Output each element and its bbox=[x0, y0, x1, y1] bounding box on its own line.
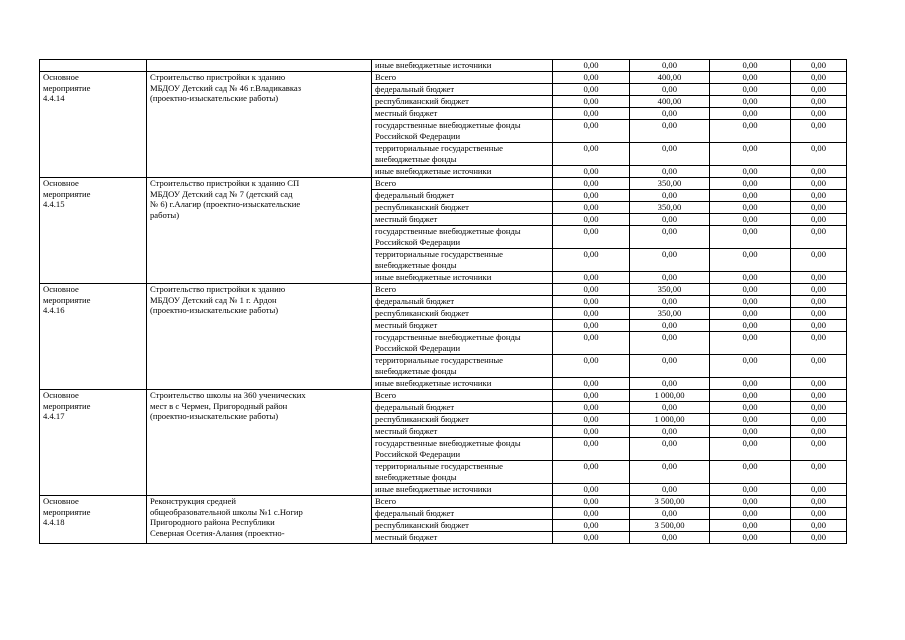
value-cell: 0,00 bbox=[791, 108, 847, 120]
value-cell: 0,00 bbox=[553, 532, 630, 544]
value-cell: 0,00 bbox=[710, 402, 791, 414]
value-cell: 0,00 bbox=[791, 84, 847, 96]
value-cell: 0,00 bbox=[791, 143, 847, 166]
funding-source-cell: республиканский бюджет bbox=[372, 308, 553, 320]
value-cell: 350,00 bbox=[630, 178, 710, 190]
value-cell: 0,00 bbox=[553, 249, 630, 272]
value-cell: 0,00 bbox=[553, 72, 630, 84]
value-cell: 0,00 bbox=[553, 166, 630, 178]
value-cell: 0,00 bbox=[791, 484, 847, 496]
measure-title-line: (проектно-изыскательские работы) bbox=[150, 305, 279, 316]
funding-source-cell: иные внебюджетные источники bbox=[372, 272, 553, 284]
value-cell: 0,00 bbox=[553, 202, 630, 214]
value-cell: 0,00 bbox=[710, 143, 791, 166]
measure-code-cell bbox=[40, 496, 147, 544]
table-row bbox=[40, 60, 847, 72]
value-cell: 0,00 bbox=[791, 96, 847, 108]
value-cell: 0,00 bbox=[710, 332, 791, 355]
funding-source-cell: территориальные государственные внебюджетные фонды bbox=[372, 249, 553, 272]
funding-source-cell: федеральный бюджет bbox=[372, 402, 553, 414]
value-cell: 0,00 bbox=[791, 402, 847, 414]
value-cell: 0,00 bbox=[553, 508, 630, 520]
value-cell: 0,00 bbox=[553, 320, 630, 332]
value-cell: 0,00 bbox=[630, 214, 710, 226]
funding-source-cell: государственные внебюджетные фонды Российской Федерации bbox=[372, 332, 553, 355]
measure-code-cell bbox=[40, 72, 147, 178]
measure-title-cell bbox=[147, 390, 372, 496]
value-cell: 0,00 bbox=[791, 390, 847, 402]
measure-title-line: Северная Осетия-Алания (проектно- bbox=[150, 527, 285, 538]
value-cell: 0,00 bbox=[710, 178, 791, 190]
measure-title-line: Строительство пристройки к зданию bbox=[150, 284, 286, 294]
value-cell: 0,00 bbox=[710, 202, 791, 214]
value-cell: 0,00 bbox=[791, 249, 847, 272]
value-cell: 0,00 bbox=[710, 390, 791, 402]
measure-title-line: общеобразовательной школы №1 с.Ногир bbox=[150, 506, 303, 517]
value-cell: 0,00 bbox=[553, 414, 630, 426]
value-cell: 0,00 bbox=[791, 272, 847, 284]
value-cell: 1 000,00 bbox=[630, 390, 710, 402]
value-cell: 0,00 bbox=[710, 108, 791, 120]
funding-source-cell: территориальные государственные внебюджетные фонды bbox=[372, 143, 553, 166]
value-cell: 0,00 bbox=[553, 108, 630, 120]
value-cell: 0,00 bbox=[630, 296, 710, 308]
measure-title-cell bbox=[147, 496, 372, 544]
value-cell: 0,00 bbox=[553, 355, 630, 378]
value-cell: 0,00 bbox=[710, 190, 791, 202]
funding-source-cell: Всего bbox=[372, 284, 553, 296]
measure-code-line: мероприятие bbox=[43, 82, 91, 93]
funding-source-cell: федеральный бюджет bbox=[372, 508, 553, 520]
value-cell: 0,00 bbox=[630, 120, 710, 143]
measure-code-cell bbox=[40, 178, 147, 284]
value-cell: 0,00 bbox=[553, 520, 630, 532]
value-cell: 0,00 bbox=[710, 414, 791, 426]
measure-code-line: 4.4.18 bbox=[43, 517, 65, 528]
value-cell: 0,00 bbox=[630, 402, 710, 414]
measure-code-line: мероприятие bbox=[43, 400, 91, 411]
value-cell: 0,00 bbox=[791, 426, 847, 438]
funding-source-cell: республиканский бюджет bbox=[372, 520, 553, 532]
measure-title-line: работы) bbox=[150, 209, 180, 220]
measure-code-line: 4.4.16 bbox=[43, 305, 65, 316]
measure-title-line: Реконструкция средней bbox=[150, 496, 236, 506]
measure-code-line: 4.4.17 bbox=[43, 411, 65, 422]
value-cell: 0,00 bbox=[630, 532, 710, 544]
funding-source-cell: федеральный бюджет bbox=[372, 190, 553, 202]
value-cell: 350,00 bbox=[630, 284, 710, 296]
value-cell: 0,00 bbox=[630, 426, 710, 438]
value-cell: 0,00 bbox=[553, 214, 630, 226]
value-cell: 0,00 bbox=[791, 355, 847, 378]
measure-code-line: мероприятие bbox=[43, 294, 91, 305]
value-cell: 0,00 bbox=[630, 378, 710, 390]
measure-code-line: Основное bbox=[43, 178, 79, 188]
value-cell: 0,00 bbox=[791, 414, 847, 426]
value-cell: 0,00 bbox=[553, 284, 630, 296]
value-cell: 0,00 bbox=[791, 520, 847, 532]
value-cell: 350,00 bbox=[630, 308, 710, 320]
value-cell: 0,00 bbox=[553, 120, 630, 143]
value-cell: 0,00 bbox=[710, 72, 791, 84]
measure-title-line: Строительство пристройки к зданию СП bbox=[150, 178, 300, 188]
value-cell: 0,00 bbox=[630, 508, 710, 520]
value-cell: 0,00 bbox=[791, 214, 847, 226]
value-cell: 0,00 bbox=[791, 284, 847, 296]
measure-title-line: МБДОУ Детский сад № 1 г. Ардон bbox=[150, 294, 277, 305]
value-cell: 0,00 bbox=[553, 390, 630, 402]
value-cell: 0,00 bbox=[791, 166, 847, 178]
value-cell: 3 500,00 bbox=[630, 520, 710, 532]
value-cell: 0,00 bbox=[630, 84, 710, 96]
measure-code-line: мероприятие bbox=[43, 506, 91, 517]
funding-source-cell: местный бюджет bbox=[372, 320, 553, 332]
value-cell: 400,00 bbox=[630, 72, 710, 84]
funding-source-cell: республиканский бюджет bbox=[372, 202, 553, 214]
value-cell: 0,00 bbox=[630, 190, 710, 202]
funding-source-cell: местный бюджет bbox=[372, 108, 553, 120]
measure-title-line: Строительство школы на 360 ученических bbox=[150, 390, 306, 400]
value-cell: 0,00 bbox=[710, 496, 791, 508]
funding-source-cell: местный бюджет bbox=[372, 214, 553, 226]
measure-title-line: МБДОУ Детский сад № 7 (детский сад bbox=[150, 188, 293, 199]
value-cell: 0,00 bbox=[553, 190, 630, 202]
value-cell: 0,00 bbox=[553, 96, 630, 108]
measure-title-line: (проектно-изыскательские работы) bbox=[150, 411, 279, 422]
funding-source-cell: иные внебюджетные источники bbox=[372, 484, 553, 496]
value-cell: 0,00 bbox=[710, 355, 791, 378]
value-cell: 0,00 bbox=[710, 438, 791, 461]
value-cell: 1 000,00 bbox=[630, 414, 710, 426]
measure-title-line: Пригородного района Республики bbox=[150, 517, 275, 528]
funding-source-cell: местный бюджет bbox=[372, 532, 553, 544]
value-cell: 0,00 bbox=[710, 484, 791, 496]
measure-code-line: 4.4.14 bbox=[43, 93, 65, 104]
value-cell: 0,00 bbox=[791, 202, 847, 214]
value-cell: 0,00 bbox=[553, 296, 630, 308]
value-cell: 0,00 bbox=[630, 484, 710, 496]
value-cell: 0,00 bbox=[553, 496, 630, 508]
value-cell: 0,00 bbox=[710, 296, 791, 308]
value-cell: 0,00 bbox=[791, 308, 847, 320]
value-cell: 0,00 bbox=[553, 332, 630, 355]
measure-code-line: 4.4.15 bbox=[43, 199, 65, 210]
value-cell: 0,00 bbox=[553, 426, 630, 438]
measure-code-line: Основное bbox=[43, 496, 79, 506]
value-cell: 0,00 bbox=[553, 484, 630, 496]
value-cell: 3 500,00 bbox=[630, 496, 710, 508]
value-cell: 0,00 bbox=[710, 120, 791, 143]
value-cell: 0,00 bbox=[630, 108, 710, 120]
measure-title-line: МБДОУ Детский сад № 46 г.Владикавказ bbox=[150, 82, 302, 93]
measure-title-line: (проектно-изыскательские работы) bbox=[150, 93, 279, 104]
funding-source-cell: иные внебюджетные источники bbox=[372, 60, 553, 72]
empty-code-cell bbox=[40, 60, 147, 72]
value-cell: 0,00 bbox=[710, 214, 791, 226]
value-cell: 0,00 bbox=[710, 508, 791, 520]
value-cell: 0,00 bbox=[710, 520, 791, 532]
value-cell: 0,00 bbox=[710, 272, 791, 284]
funding-source-cell: республиканский бюджет bbox=[372, 414, 553, 426]
value-cell: 0,00 bbox=[791, 296, 847, 308]
funding-source-cell: местный бюджет bbox=[372, 426, 553, 438]
funding-source-cell: федеральный бюджет bbox=[372, 84, 553, 96]
value-cell: 0,00 bbox=[553, 378, 630, 390]
funding-source-cell: иные внебюджетные источники bbox=[372, 166, 553, 178]
funding-source-cell: государственные внебюджетные фонды Российской Федерации bbox=[372, 120, 553, 143]
table-row bbox=[40, 72, 847, 84]
funding-source-cell: Всего bbox=[372, 72, 553, 84]
value-cell: 0,00 bbox=[791, 190, 847, 202]
value-cell: 0,00 bbox=[553, 272, 630, 284]
table-row bbox=[40, 496, 847, 508]
value-cell: 0,00 bbox=[553, 143, 630, 166]
value-cell: 0,00 bbox=[710, 461, 791, 484]
value-cell: 0,00 bbox=[630, 320, 710, 332]
value-cell: 0,00 bbox=[710, 166, 791, 178]
funding-source-cell: Всего bbox=[372, 496, 553, 508]
value-cell: 0,00 bbox=[553, 226, 630, 249]
funding-source-cell: государственные внебюджетные фонды Российской Федерации bbox=[372, 438, 553, 461]
value-cell: 0,00 bbox=[791, 120, 847, 143]
table-row bbox=[40, 390, 847, 402]
value-cell: 0,00 bbox=[710, 426, 791, 438]
value-cell: 400,00 bbox=[630, 96, 710, 108]
value-cell: 0,00 bbox=[791, 496, 847, 508]
value-cell: 0,00 bbox=[553, 84, 630, 96]
measure-title-cell bbox=[147, 178, 372, 284]
measure-title-cell bbox=[147, 284, 372, 390]
funding-source-cell: территориальные государственные внебюджетные фонды bbox=[372, 355, 553, 378]
value-cell: 0,00 bbox=[630, 272, 710, 284]
value-cell: 0,00 bbox=[791, 72, 847, 84]
table-row bbox=[40, 178, 847, 190]
funding-source-cell: Всего bbox=[372, 178, 553, 190]
value-cell: 0,00 bbox=[630, 332, 710, 355]
value-cell: 0,00 bbox=[710, 226, 791, 249]
value-cell: 0,00 bbox=[710, 320, 791, 332]
measure-code-line: мероприятие bbox=[43, 188, 91, 199]
empty-title-cell bbox=[147, 60, 372, 72]
measure-code-cell bbox=[40, 390, 147, 496]
value-cell: 0,00 bbox=[710, 532, 791, 544]
value-cell: 0,00 bbox=[630, 226, 710, 249]
value-cell: 0,00 bbox=[791, 508, 847, 520]
budget-table bbox=[39, 59, 847, 544]
value-cell: 0,00 bbox=[791, 438, 847, 461]
value-cell: 0,00 bbox=[630, 60, 710, 72]
value-cell: 0,00 bbox=[710, 60, 791, 72]
value-cell: 0,00 bbox=[710, 96, 791, 108]
value-cell: 0,00 bbox=[630, 143, 710, 166]
measure-code-line: Основное bbox=[43, 390, 79, 400]
value-cell: 0,00 bbox=[553, 402, 630, 414]
value-cell: 0,00 bbox=[791, 332, 847, 355]
value-cell: 350,00 bbox=[630, 202, 710, 214]
value-cell: 0,00 bbox=[710, 378, 791, 390]
value-cell: 0,00 bbox=[553, 308, 630, 320]
value-cell: 0,00 bbox=[791, 378, 847, 390]
measure-code-cell bbox=[40, 284, 147, 390]
measure-code-line: Основное bbox=[43, 72, 79, 82]
measure-title-line: Строительство пристройки к зданию bbox=[150, 72, 286, 82]
measure-code-line: Основное bbox=[43, 284, 79, 294]
funding-source-cell: федеральный бюджет bbox=[372, 296, 553, 308]
value-cell: 0,00 bbox=[791, 226, 847, 249]
table-row bbox=[40, 284, 847, 296]
value-cell: 0,00 bbox=[553, 461, 630, 484]
value-cell: 0,00 bbox=[791, 532, 847, 544]
value-cell: 0,00 bbox=[630, 438, 710, 461]
value-cell: 0,00 bbox=[791, 320, 847, 332]
funding-source-cell: территориальные государственные внебюджетные фонды bbox=[372, 461, 553, 484]
value-cell: 0,00 bbox=[553, 60, 630, 72]
value-cell: 0,00 bbox=[630, 461, 710, 484]
measure-title-line: мест в с Чермен, Пригородный район bbox=[150, 400, 288, 411]
funding-source-cell: республиканский бюджет bbox=[372, 96, 553, 108]
value-cell: 0,00 bbox=[710, 249, 791, 272]
value-cell: 0,00 bbox=[630, 249, 710, 272]
value-cell: 0,00 bbox=[791, 461, 847, 484]
value-cell: 0,00 bbox=[791, 178, 847, 190]
value-cell: 0,00 bbox=[710, 84, 791, 96]
funding-source-cell: государственные внебюджетные фонды Российской Федерации bbox=[372, 226, 553, 249]
value-cell: 0,00 bbox=[710, 284, 791, 296]
value-cell: 0,00 bbox=[791, 60, 847, 72]
value-cell: 0,00 bbox=[553, 178, 630, 190]
value-cell: 0,00 bbox=[630, 355, 710, 378]
measure-title-cell bbox=[147, 72, 372, 178]
funding-source-cell: иные внебюджетные источники bbox=[372, 378, 553, 390]
funding-source-cell: Всего bbox=[372, 390, 553, 402]
value-cell: 0,00 bbox=[710, 308, 791, 320]
measure-title-line: № 6) г.Алагир (проектно-изыскательские bbox=[150, 199, 301, 210]
value-cell: 0,00 bbox=[553, 438, 630, 461]
value-cell: 0,00 bbox=[630, 166, 710, 178]
